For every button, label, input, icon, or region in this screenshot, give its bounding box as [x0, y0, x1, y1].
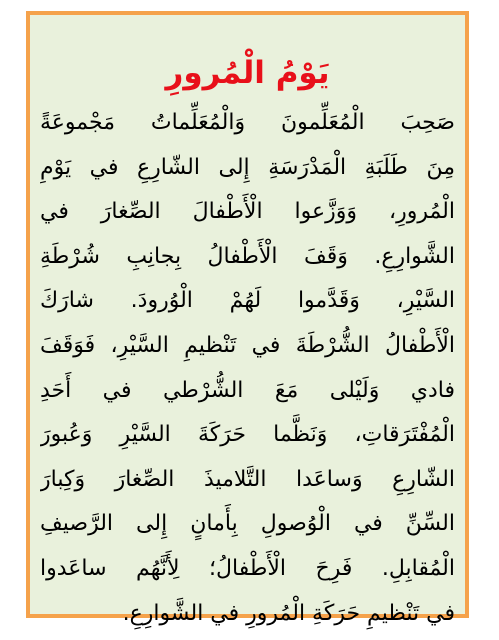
story-line: الشَّوارِعِ. وَقَفَ الْأَطْفالُ بِجانِبِ شُرْطَةِ: [40, 243, 455, 269]
story-line: مِنَ طَلَبَةِ الْمَدْرَسَةِ إِلى الشّارِعِ في يَوْمِ: [40, 154, 455, 180]
story-title: يَوْمُ الْمُرورِ: [165, 55, 330, 91]
story-line: في تَنْظيمِ حَرَكَةِ الْمُرورِ في الشَّوارِعِ.: [122, 600, 455, 626]
story-line: السِّنِّ في الْوُصولِ بِأَمانٍ إِلى الرَّصيفِ: [40, 511, 455, 537]
story-card: [26, 11, 469, 626]
story-line: الْأَطْفالُ الشُّرْطَةَ في تَنْظيمِ السَّيْرِ، فَوَقَفَ: [40, 332, 455, 358]
story-line: فادي وَلَيْلى مَعَ الشُّرْطي في أَحَدِ: [40, 377, 455, 403]
story-line: الْمُقابِلِ. فَرِحَ الْأَطْفالُ؛ لِأَنَّهُم ساعَدوا: [40, 555, 455, 581]
story-text: [40, 101, 455, 636]
story-line: الْمُفْتَرَقاتِ، وَنَظَّما حَرَكَةَ السَّيْرِ وَعُبورَ: [40, 422, 455, 448]
story-line: السَّيْرِ، وَقَدَّموا لَهُمْ الْوُرودَ. شارَكَ: [40, 288, 455, 314]
story-line: الشّارِعِ وَساعَدا التَّلاميذَ الصِّغارَ وَكِبارَ: [40, 466, 455, 492]
story-line: الْمُرورِ، وَوَزَّعوا الْأَطْفالَ الصِّغارَ في: [40, 199, 455, 225]
story-line: صَحِبَ الْمُعَلِّمونَ وَالْمُعَلِّماتُ مَجْموعَةً: [40, 110, 455, 135]
